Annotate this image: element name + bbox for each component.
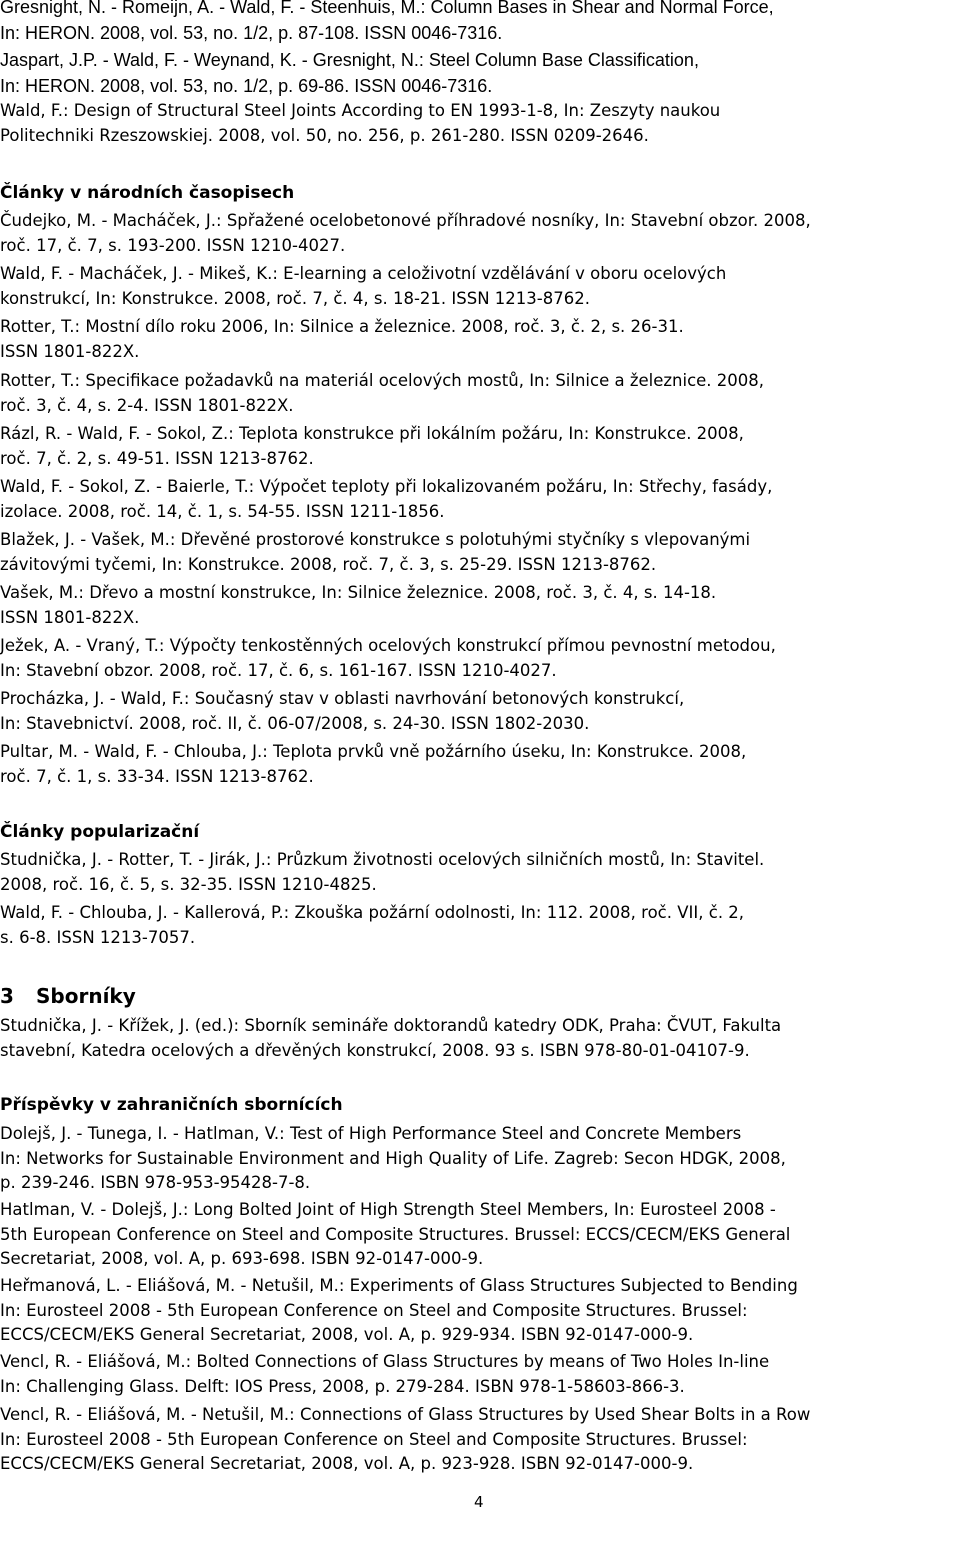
reference-line: Wald, F. - Sokol, Z. - Baierle, T.: Výpočet teploty při lokalizovaném požáru, In: Střechy, fasády, bbox=[0, 477, 773, 496]
reference-entry bbox=[0, 1122, 952, 1196]
reference-line: 5th European Conference on Steel and Composite Structures. Brussel: ECCS/CECM/EKS General bbox=[0, 1224, 791, 1244]
reference-line: Wald, F.: Design of Structural Steel Joints According to EN 1993-1-8, In: Zeszyty naukou bbox=[0, 101, 721, 120]
reference-line: roč. 17, č. 7, s. 193-200. ISSN 1210-4027. bbox=[0, 235, 346, 255]
reference-line: Pultar, M. - Wald, F. - Chlouba, J.: Teplota prvků vně požárního úseku, In: Konstrukce. 2008, bbox=[0, 742, 747, 761]
section-title: Sborníky bbox=[36, 984, 136, 1008]
reference-line: Ježek, A. - Vraný, T.: Výpočty tenkostěnných ocelových konstrukcí přímou pevnostní metodou, bbox=[0, 636, 776, 655]
reference-line: Hatlman, V. - Dolejš, J.: Long Bolted Joint of High Strength Steel Members, In: Eurosteel 2008 - bbox=[0, 1200, 776, 1219]
reference-entry bbox=[0, 209, 952, 258]
section-heading-national-journals: Články v národních časopisech bbox=[0, 183, 295, 203]
reference-line: ECCS/CECM/EKS General Secretariat, 2008, vol. A, p. 923-928. ISBN 92-0147-000-9. bbox=[0, 1454, 694, 1473]
reference-line: Studnička, J. - Křížek, J. (ed.): Sborník semináře doktorandů katedry ODK, Praha: ČVUT, Fakulta bbox=[0, 1016, 782, 1035]
reference-entry bbox=[0, 1403, 952, 1477]
reference-entry bbox=[0, 687, 952, 736]
reference-line: Rotter, T.: Mostní dílo roku 2006, In: Silnice a železnice. 2008, roč. 3, č. 2, s. 26-31. bbox=[0, 317, 684, 336]
reference-entry bbox=[0, 528, 952, 577]
section-heading-proceedings bbox=[0, 984, 136, 1008]
reference-line: ISSN 1801-822X. bbox=[0, 607, 140, 627]
reference-line: Dolejš, J. - Tunega, I. - Hatlman, V.: Test of High Performance Steel and Concrete Members bbox=[0, 1124, 742, 1143]
reference-line: In: Challenging Glass. Delft: IOS Press, 2008, p. 279-284. ISBN 978-1-58603-866-3. bbox=[0, 1376, 685, 1396]
reference-line: Čudejko, M. - Macháček, J.: Spřažené ocelobetonové příhradové nosníky, In: Stavební obzor. 2008, bbox=[0, 211, 811, 230]
section-heading-popular-articles: Články popularizační bbox=[0, 822, 200, 842]
reference-line: ECCS/CECM/EKS General Secretariat, 2008, vol. A, p. 929-934. ISBN 92-0147-000-9. bbox=[0, 1325, 694, 1344]
section-heading-foreign-proceedings: Příspěvky v zahraničních sbornících bbox=[0, 1095, 343, 1115]
reference-entry bbox=[0, 422, 952, 471]
reference-line: In: HERON. 2008, vol. 53, no. 1/2, p. 87-108. ISSN 0046-7316. bbox=[0, 23, 503, 43]
reference-entry bbox=[0, 1274, 952, 1348]
reference-line: Politechniki Rzeszowskiej. 2008, vol. 50, no. 256, p. 261-280. ISSN 0209-2646. bbox=[0, 125, 649, 145]
reference-entry bbox=[0, 0, 952, 46]
reference-entry bbox=[0, 901, 952, 950]
reference-line: roč. 7, č. 2, s. 49-51. ISSN 1213-8762. bbox=[0, 448, 314, 468]
reference-line: konstrukcí, In: Konstrukce. 2008, roč. 7, č. 4, s. 18-21. ISSN 1213-8762. bbox=[0, 288, 590, 308]
reference-line: roč. 7, č. 1, s. 33-34. ISSN 1213-8762. bbox=[0, 766, 314, 786]
reference-line: ISSN 1801-822X. bbox=[0, 341, 140, 361]
reference-entry bbox=[0, 1350, 952, 1399]
reference-line: izolace. 2008, roč. 14, č. 1, s. 54-55. ISSN 1211-1856. bbox=[0, 501, 445, 521]
reference-entry bbox=[0, 1014, 952, 1063]
reference-line: Secretariat, 2008, vol. A, p. 693-698. ISBN 92-0147-000-9. bbox=[0, 1249, 484, 1268]
reference-line: Wald, F. - Chlouba, J. - Kallerová, P.: Zkouška požární odolnosti, In: 112. 2008, roč. VII, č. 2, bbox=[0, 903, 745, 922]
reference-entry bbox=[0, 475, 952, 524]
reference-entry bbox=[0, 99, 952, 148]
reference-line: Rázl, R. - Wald, F. - Sokol, Z.: Teplota konstrukce při lokálním požáru, In: Konstrukce. 2008, bbox=[0, 424, 744, 443]
reference-line: roč. 3, č. 4, s. 2-4. ISSN 1801-822X. bbox=[0, 395, 294, 415]
reference-entry bbox=[0, 740, 952, 789]
reference-line: Jaspart, J.P. - Wald, F. - Weynand, K. - Gresnight, N.: Steel Column Base Classification, bbox=[0, 50, 699, 70]
reference-line: Heřmanová, L. - Eliášová, M. - Netušil, M.: Experiments of Glass Structures Subjected to Bending bbox=[0, 1276, 798, 1295]
reference-line: s. 6-8. ISSN 1213-7057. bbox=[0, 927, 196, 947]
reference-line: Studnička, J. - Rotter, T. - Jirák, J.: Průzkum životnosti ocelových silničních mostů, In: Stavitel. bbox=[0, 850, 765, 869]
reference-line: závitovými tyčemi, In: Konstrukce. 2008, roč. 7, č. 3, s. 25-29. ISSN 1213-8762. bbox=[0, 554, 657, 574]
reference-line: In: Eurosteel 2008 - 5th European Conference on Steel and Composite Structures. Brussel: bbox=[0, 1300, 748, 1320]
reference-line: Vencl, R. - Eliášová, M. - Netušil, M.: Connections of Glass Structures by Used Shear Bolts in a Row bbox=[0, 1405, 811, 1424]
reference-entry bbox=[0, 262, 952, 311]
page-number: 4 bbox=[474, 1493, 484, 1511]
reference-entry bbox=[0, 1198, 952, 1272]
reference-line: In: Networks for Sustainable Environment and High Quality of Life. Zagreb: Secon HDGK, 2008, bbox=[0, 1148, 786, 1168]
reference-line: Vencl, R. - Eliášová, M.: Bolted Connections of Glass Structures by means of Two Holes In-line bbox=[0, 1352, 770, 1371]
reference-line: In: Stavebnictví. 2008, roč. II, č. 06-07/2008, s. 24-30. ISSN 1802-2030. bbox=[0, 713, 590, 733]
reference-line: 2008, roč. 16, č. 5, s. 32-35. ISSN 1210-4825. bbox=[0, 874, 377, 894]
reference-entry bbox=[0, 369, 952, 418]
reference-line: Gresnight, N. - Romeijn, A. - Wald, F. - Steenhuis, M.: Column Bases in Shear and Normal Force, bbox=[0, 0, 774, 17]
reference-line: Procházka, J. - Wald, F.: Současný stav v oblasti navrhování betonových konstrukcí, bbox=[0, 689, 685, 708]
section-number: 3 bbox=[0, 984, 14, 1008]
reference-line: Vašek, M.: Dřevo a mostní konstrukce, In: Silnice železnice. 2008, roč. 3, č. 4, s. 14-18. bbox=[0, 583, 717, 602]
reference-line: In: HERON. 2008, vol. 53, no. 1/2, p. 69-86. ISSN 0046-7316. bbox=[0, 76, 493, 96]
reference-line: stavební, Katedra ocelových a dřevěných konstrukcí, 2008. 93 s. ISBN 978-80-01-04107-9. bbox=[0, 1040, 750, 1060]
reference-entry bbox=[0, 634, 952, 683]
reference-line: p. 239-246. ISBN 978-953-95428-7-8. bbox=[0, 1173, 311, 1192]
reference-line: In: Stavební obzor. 2008, roč. 17, č. 6, s. 161-167. ISSN 1210-4027. bbox=[0, 660, 557, 680]
reference-entry bbox=[0, 581, 952, 630]
reference-line: Wald, F. - Macháček, J. - Mikeš, K.: E-learning a celoživotní vzdělávání v oboru ocelových bbox=[0, 264, 727, 283]
reference-entry bbox=[0, 315, 952, 364]
reference-line: Rotter, T.: Specifikace požadavků na materiál ocelových mostů, In: Silnice a železnice. 2008, bbox=[0, 371, 765, 390]
reference-line: In: Eurosteel 2008 - 5th European Conference on Steel and Composite Structures. Brussel: bbox=[0, 1429, 748, 1449]
reference-entry bbox=[0, 848, 952, 897]
reference-entry bbox=[0, 47, 952, 99]
reference-line: Blažek, J. - Vašek, M.: Dřevěné prostorové konstrukce s polotuhými styčníky s vlepovanými bbox=[0, 530, 751, 549]
